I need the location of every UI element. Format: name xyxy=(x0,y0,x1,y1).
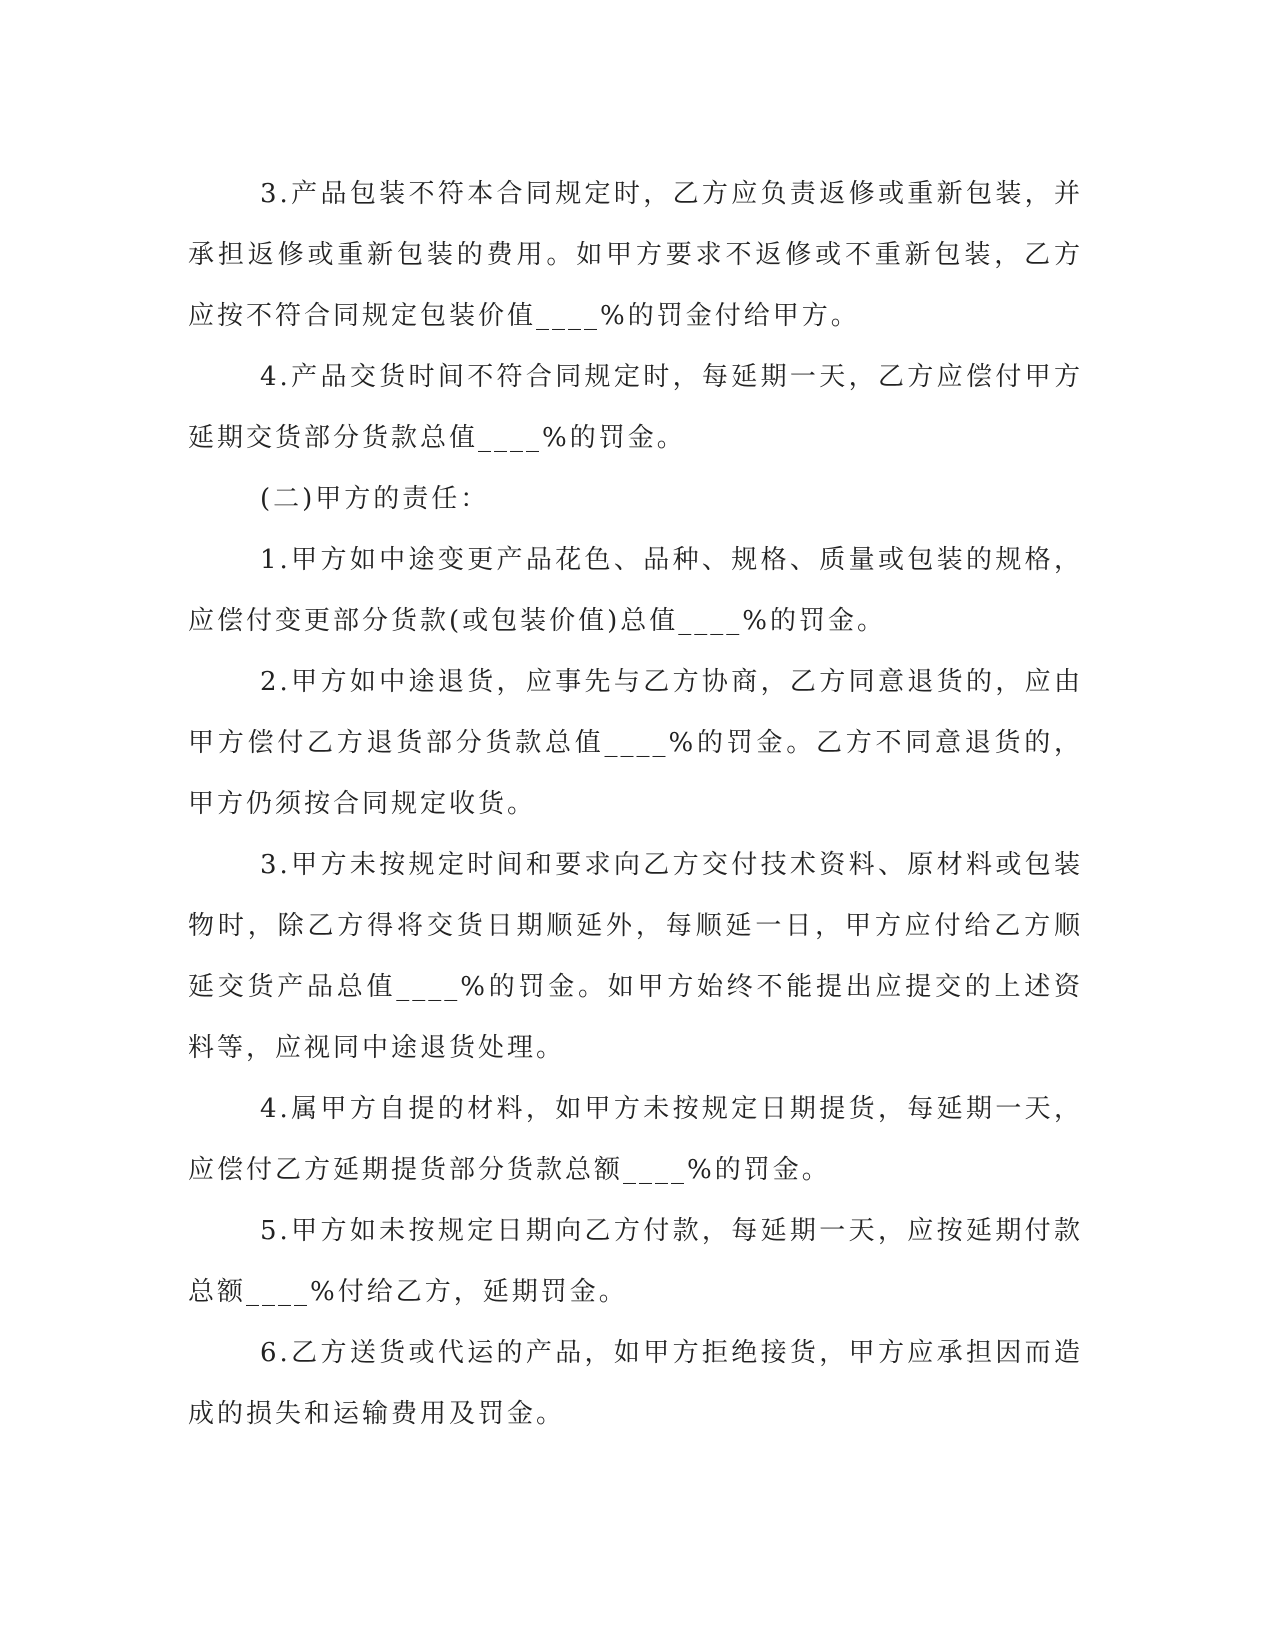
section-heading-buyer-duties: (二)甲方的责任： xyxy=(260,484,490,514)
clause-buyer-late-payment: 5.甲方如未按规定日期向乙方付款，每延期一天，应按延期付款总额____%付给乙方，延期罚金。 xyxy=(188,1216,1083,1307)
clause-buyer-refuse-delivery: 6.乙方送货或代运的产品，如甲方拒绝接货，甲方应承担因而造成的损失和运输费用及罚金。 xyxy=(188,1338,1083,1429)
clause-buyer-return-goods: 2.甲方如中途退货，应事先与乙方协商，乙方同意退货的，应由甲方偿付乙方退货部分货款总值____%的罚金。乙方不同意退货的，甲方仍须按合同规定收货。 xyxy=(188,667,1083,819)
clause-buyer-late-pickup: 4.属甲方自提的材料，如甲方未按规定日期提货，每延期一天，应偿付乙方延期提货部分货款总额____%的罚金。 xyxy=(188,1094,1083,1185)
clause-seller-late-delivery: 4.产品交货时间不符合同规定时，每延期一天，乙方应偿付甲方延期交货部分货款总值____%的罚金。 xyxy=(188,362,1083,453)
clause-buyer-change-spec: 1.甲方如中途变更产品花色、品种、规格、质量或包装的规格，应偿付变更部分货款(或包装价值)总值____%的罚金。 xyxy=(188,545,1083,636)
document-body xyxy=(188,164,1083,1445)
clause-seller-packaging: 3.产品包装不符本合同规定时，乙方应负责返修或重新包装，并承担返修或重新包装的费用。如甲方要求不返修或不重新包装，乙方应按不符合同规定包装价值____%的罚金付给甲方。 xyxy=(188,179,1083,331)
clause-buyer-late-materials: 3.甲方未按规定时间和要求向乙方交付技术资料、原材料或包装物时，除乙方得将交货日期顺延外，每顺延一日，甲方应付给乙方顺延交货产品总值____%的罚金。如甲方始终不能提出应提交的上述资料等，应视同中途退货处理。 xyxy=(188,850,1083,1063)
